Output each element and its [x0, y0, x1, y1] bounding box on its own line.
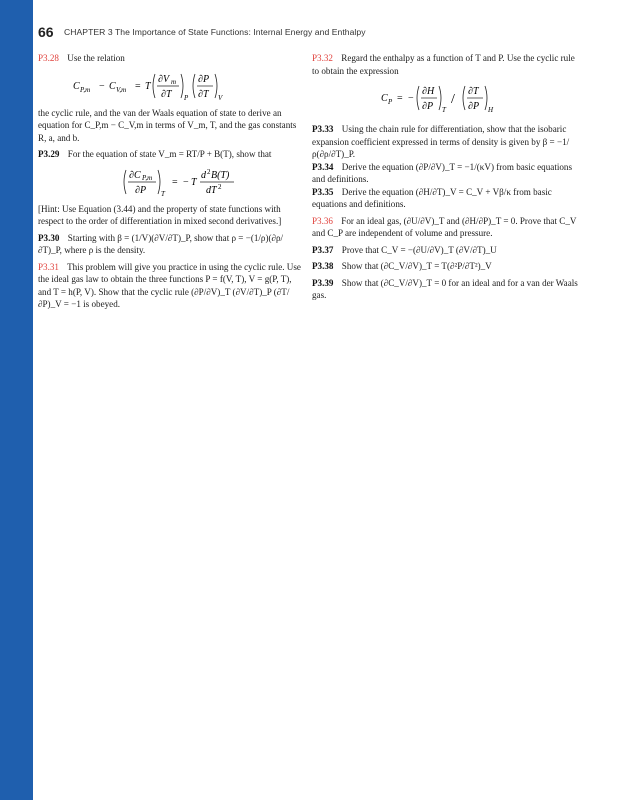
problem-intro: For the equation of state V_m = RT/P + B(T), show that: [67, 149, 272, 159]
equation-3-29: [38, 165, 303, 199]
svg-text:−: −: [408, 93, 414, 104]
problem-text: Derive the equation (∂H/∂T)_V = C_V + Vβ/κ from basic equations and definitions.: [312, 186, 552, 209]
svg-text:∂P: ∂P: [134, 184, 146, 196]
problem-number: P3.35: [312, 186, 334, 197]
svg-text:−: −: [98, 80, 105, 92]
problem-3-29: [38, 148, 303, 161]
svg-text:∂T: ∂T: [160, 88, 172, 100]
problem-number: P3.33: [312, 124, 334, 134]
problem-3-35: [312, 186, 580, 211]
svg-text:∂T: ∂T: [197, 88, 209, 100]
problem-text: Show that (∂C_V/∂V)_T = 0 for an ideal and for a van der Waals gas.: [312, 277, 578, 300]
problem-3-36: [312, 215, 580, 240]
problem-3-30: [38, 232, 303, 257]
equation-3-28: [38, 69, 303, 103]
svg-text:T: T: [144, 80, 151, 92]
svg-text:m: m: [170, 77, 176, 86]
problem-number: P3.31: [38, 261, 59, 272]
problem-3-31: [38, 261, 303, 311]
problem-number: P3.32: [312, 53, 333, 63]
problem-text: Show that (∂C_V/∂V)_T = T(∂²P/∂T²)_V: [341, 261, 492, 271]
svg-text:B(T): B(T): [210, 169, 229, 181]
svg-text:d: d: [200, 169, 206, 181]
svg-text:T: T: [442, 106, 446, 114]
problem-text: Regard the enthalpy as a function of T and P. Use the cyclic rule to obtain the expression: [312, 53, 575, 76]
problem-number: P3.34: [312, 161, 334, 172]
running-head: CHAPTER 3 The Importance of State Functions: Internal Energy and Enthalpy: [64, 27, 366, 37]
svg-text:=: =: [397, 93, 403, 104]
svg-text:dT: dT: [205, 184, 217, 196]
problem-text: For an ideal gas, (∂U/∂V)_T and (∂H/∂P)_T = 0. Prove that C_V and C_P are independent of volume and pressure.: [312, 215, 577, 238]
problem-number: P3.29: [38, 149, 60, 159]
svg-text:H: H: [488, 106, 494, 114]
problem-3-29-hint: [Hint: Use Equation (3.44) and the property of state functions with respect to the order of differentiation in mixed second derivatives.]: [38, 203, 282, 226]
problem-3-39: [312, 277, 580, 302]
svg-text:∂H: ∂H: [422, 86, 435, 97]
problem-3-38: [312, 260, 580, 273]
accent-bar: [0, 0, 33, 800]
svg-text:2: 2: [206, 167, 210, 176]
svg-text:T: T: [190, 176, 197, 188]
svg-text:P,m: P,m: [79, 85, 90, 94]
problem-3-33: [312, 123, 580, 161]
svg-text:=: =: [171, 176, 178, 188]
problem-3-28-text: the cyclic rule, and the van der Waals equation of state to derive an equation for C_P,m − C_V,m in terms of V_m, T, and the gas constants R, a, and b.: [38, 107, 297, 143]
svg-text:∂P: ∂P: [468, 101, 480, 112]
right-column: [312, 52, 580, 302]
svg-text:C: C: [72, 80, 80, 92]
svg-text:=: =: [134, 80, 141, 92]
problem-intro: Use the relation: [67, 53, 125, 63]
svg-text:C: C: [108, 80, 116, 92]
problem-text: Using the chain rule for differentiation, show that the isobaric expansion coefficient expressed in terms of density is given by β = −1/ρ(∂ρ/∂T)_P.: [312, 124, 570, 159]
problem-text: Derive the equation (∂P/∂V)_T = −1/(κV) from basic equations and definitions.: [312, 161, 572, 184]
page-header: [38, 24, 578, 40]
svg-text:∂P: ∂P: [197, 73, 209, 85]
svg-text:C: C: [381, 93, 388, 104]
problem-3-32: [312, 52, 580, 77]
problem-text: Prove that C_V = −(∂U/∂V)_T (∂V/∂T)_U: [341, 244, 497, 255]
problem-3-28: [38, 52, 303, 65]
svg-text:∂C: ∂C: [128, 169, 141, 181]
svg-text:P: P: [388, 98, 393, 106]
problem-3-34: [312, 161, 580, 186]
problem-number: P3.36: [312, 215, 333, 226]
problem-number: P3.37: [312, 244, 334, 255]
equation-3-32: [312, 81, 580, 115]
svg-text:P,m: P,m: [141, 173, 152, 182]
svg-text:−: −: [182, 176, 189, 188]
svg-text:∂P: ∂P: [422, 101, 434, 112]
problem-text: Starting with β = (1/V)(∂V/∂T)_P, show that ρ = −(1/ρ)(∂ρ/∂T)_P, where ρ is the density.: [38, 232, 284, 255]
problem-number: P3.30: [38, 232, 60, 243]
problem-number: P3.28: [38, 53, 59, 63]
svg-text:/: /: [451, 92, 455, 107]
svg-text:∂T: ∂T: [468, 86, 479, 97]
svg-text:2: 2: [217, 182, 221, 191]
svg-text:T: T: [160, 189, 165, 198]
svg-text:V: V: [217, 93, 222, 102]
problem-number: P3.39: [312, 277, 334, 288]
problem-text: This problem will give you practice in using the cyclic rule. Use the ideal gas law to obtain the three functions P = f(V, T), V = g(P, T), and T = h(P, V). Show that the cyclic rule (∂P/∂V)_T (∂V/∂T)_P (∂T/∂P)_V = −1 is obeyed.: [38, 261, 301, 309]
problem-3-37: [312, 244, 580, 257]
left-column: [38, 52, 303, 311]
svg-text:V,m: V,m: [115, 85, 126, 94]
page-number: 66: [38, 24, 54, 40]
svg-text:P: P: [183, 93, 188, 102]
svg-text:∂V: ∂V: [157, 73, 169, 85]
problem-number: P3.38: [312, 261, 334, 271]
